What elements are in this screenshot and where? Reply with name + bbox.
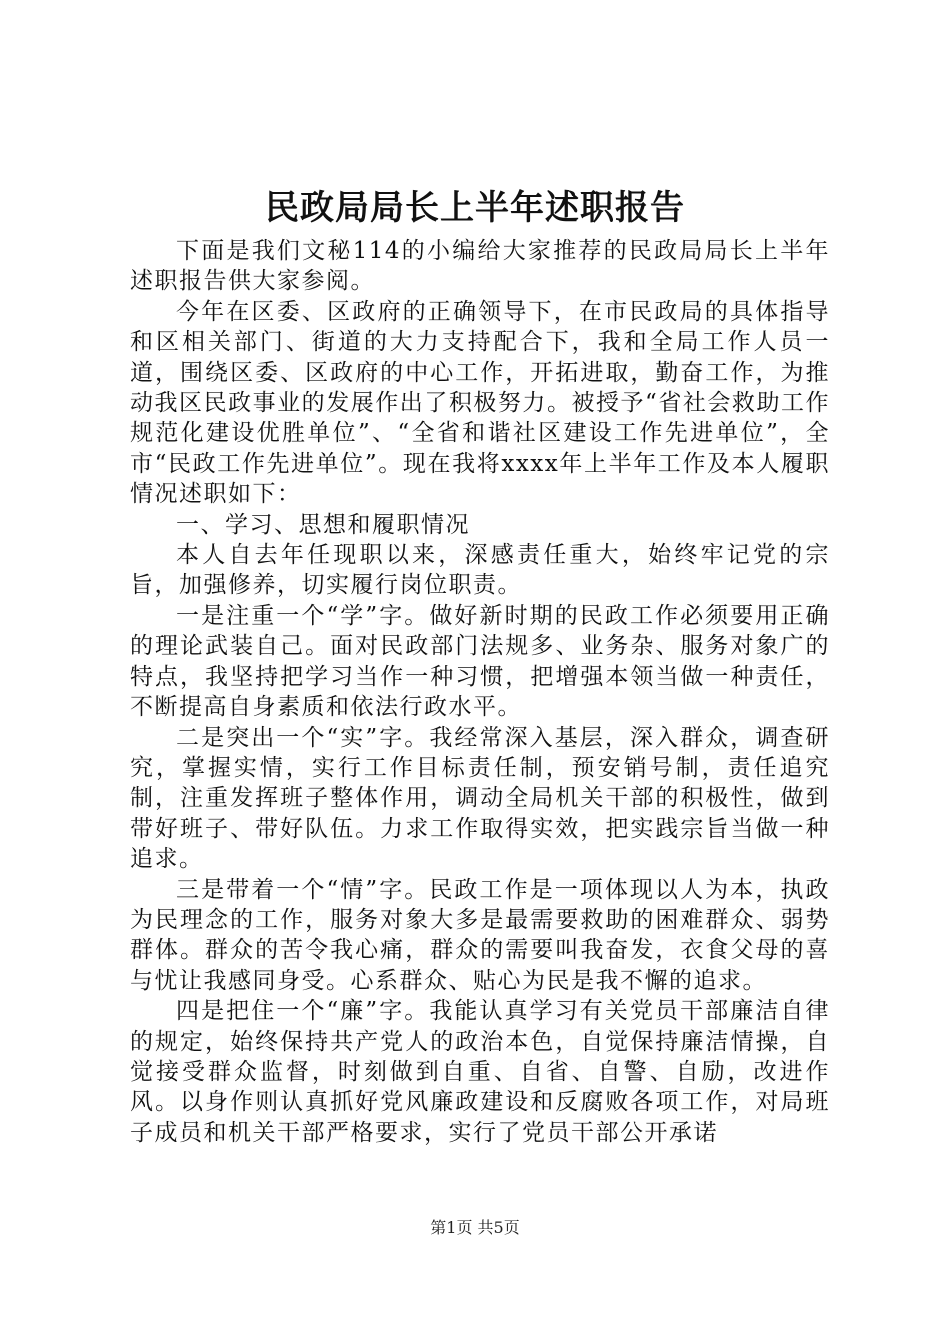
paragraph-point-care: 三是带着一个“情”字。民政工作是一项体现以人为本，执政为民理念的工作，服务对象大多是最需要救助的困难群众、弱势群体。群众的苦令我心痛，群众的需要叫我奋发，衣食父母的喜与忧让我感同身受。心系群众、贴心为民是我不懈的追求。 — [130, 876, 830, 994]
paragraph-intro: 下面是我们文秘114的小编给大家推荐的民政局局长上半年述职报告供大家参阅。 — [130, 238, 830, 295]
section-heading: 一、学习、思想和履职情况 — [176, 511, 470, 538]
page-footer: 第1页 共5页 — [430, 1218, 520, 1237]
paragraph-point-study: 一是注重一个“学”字。做好新时期的民政工作必须要用正确的理论武装自己。面对民政部门法规多、业务杂、服务对象广的特点，我坚持把学习当作一种习惯，把增强本领当做一种责任，不断提高自身素质和依法行政水平。 — [130, 602, 830, 721]
document-body — [130, 236, 830, 1148]
document-title: 民政局局长上半年述职报告 — [265, 188, 685, 228]
paragraph-section-intro: 本人自去年任现职以来，深感责任重大，始终牢记党的宗旨，加强修养，切实履行岗位职责。 — [130, 542, 830, 599]
paragraph-point-integrity: 四是把住一个“廉”字。我能认真学习有关党员干部廉洁自律的规定，始终保持共产党人的政治本色，自觉保持廉洁情操，自觉接受群众监督，时刻做到自重、自省、自警、自励，改进作风。以身作则认真抓好党风廉政建设和反腐败各项工作，对局班子成员和机关干部严格要求，实行了党员干部公开承诺 — [130, 998, 830, 1146]
paragraph-overview: 今年在区委、区政府的正确领导下，在市民政局的具体指导和区相关部门、街道的大力支持配合下，我和全局工作人员一道，围绕区委、区政府的中心工作，开拓进取，勤奋工作，为推动我区民政事业的发展作出了积极努力。被授予“省社会救助工作规范化建设优胜单位”、“全省和谐社区建设工作先进单位”，全市“民政工作先进单位”。现在我将xxxx年上半年工作及本人履职情况述职如下： — [130, 298, 830, 508]
paragraph-point-practice: 二是突出一个“实”字。我经常深入基层，深入群众，调查研究，掌握实情，实行工作目标责任制，预安销号制，责任追究制，注重发挥班子整体作用，调动全局机关干部的积极性，做到带好班子、带好队伍。力求工作取得实效，把实践宗旨当做一种追求。 — [130, 724, 830, 873]
